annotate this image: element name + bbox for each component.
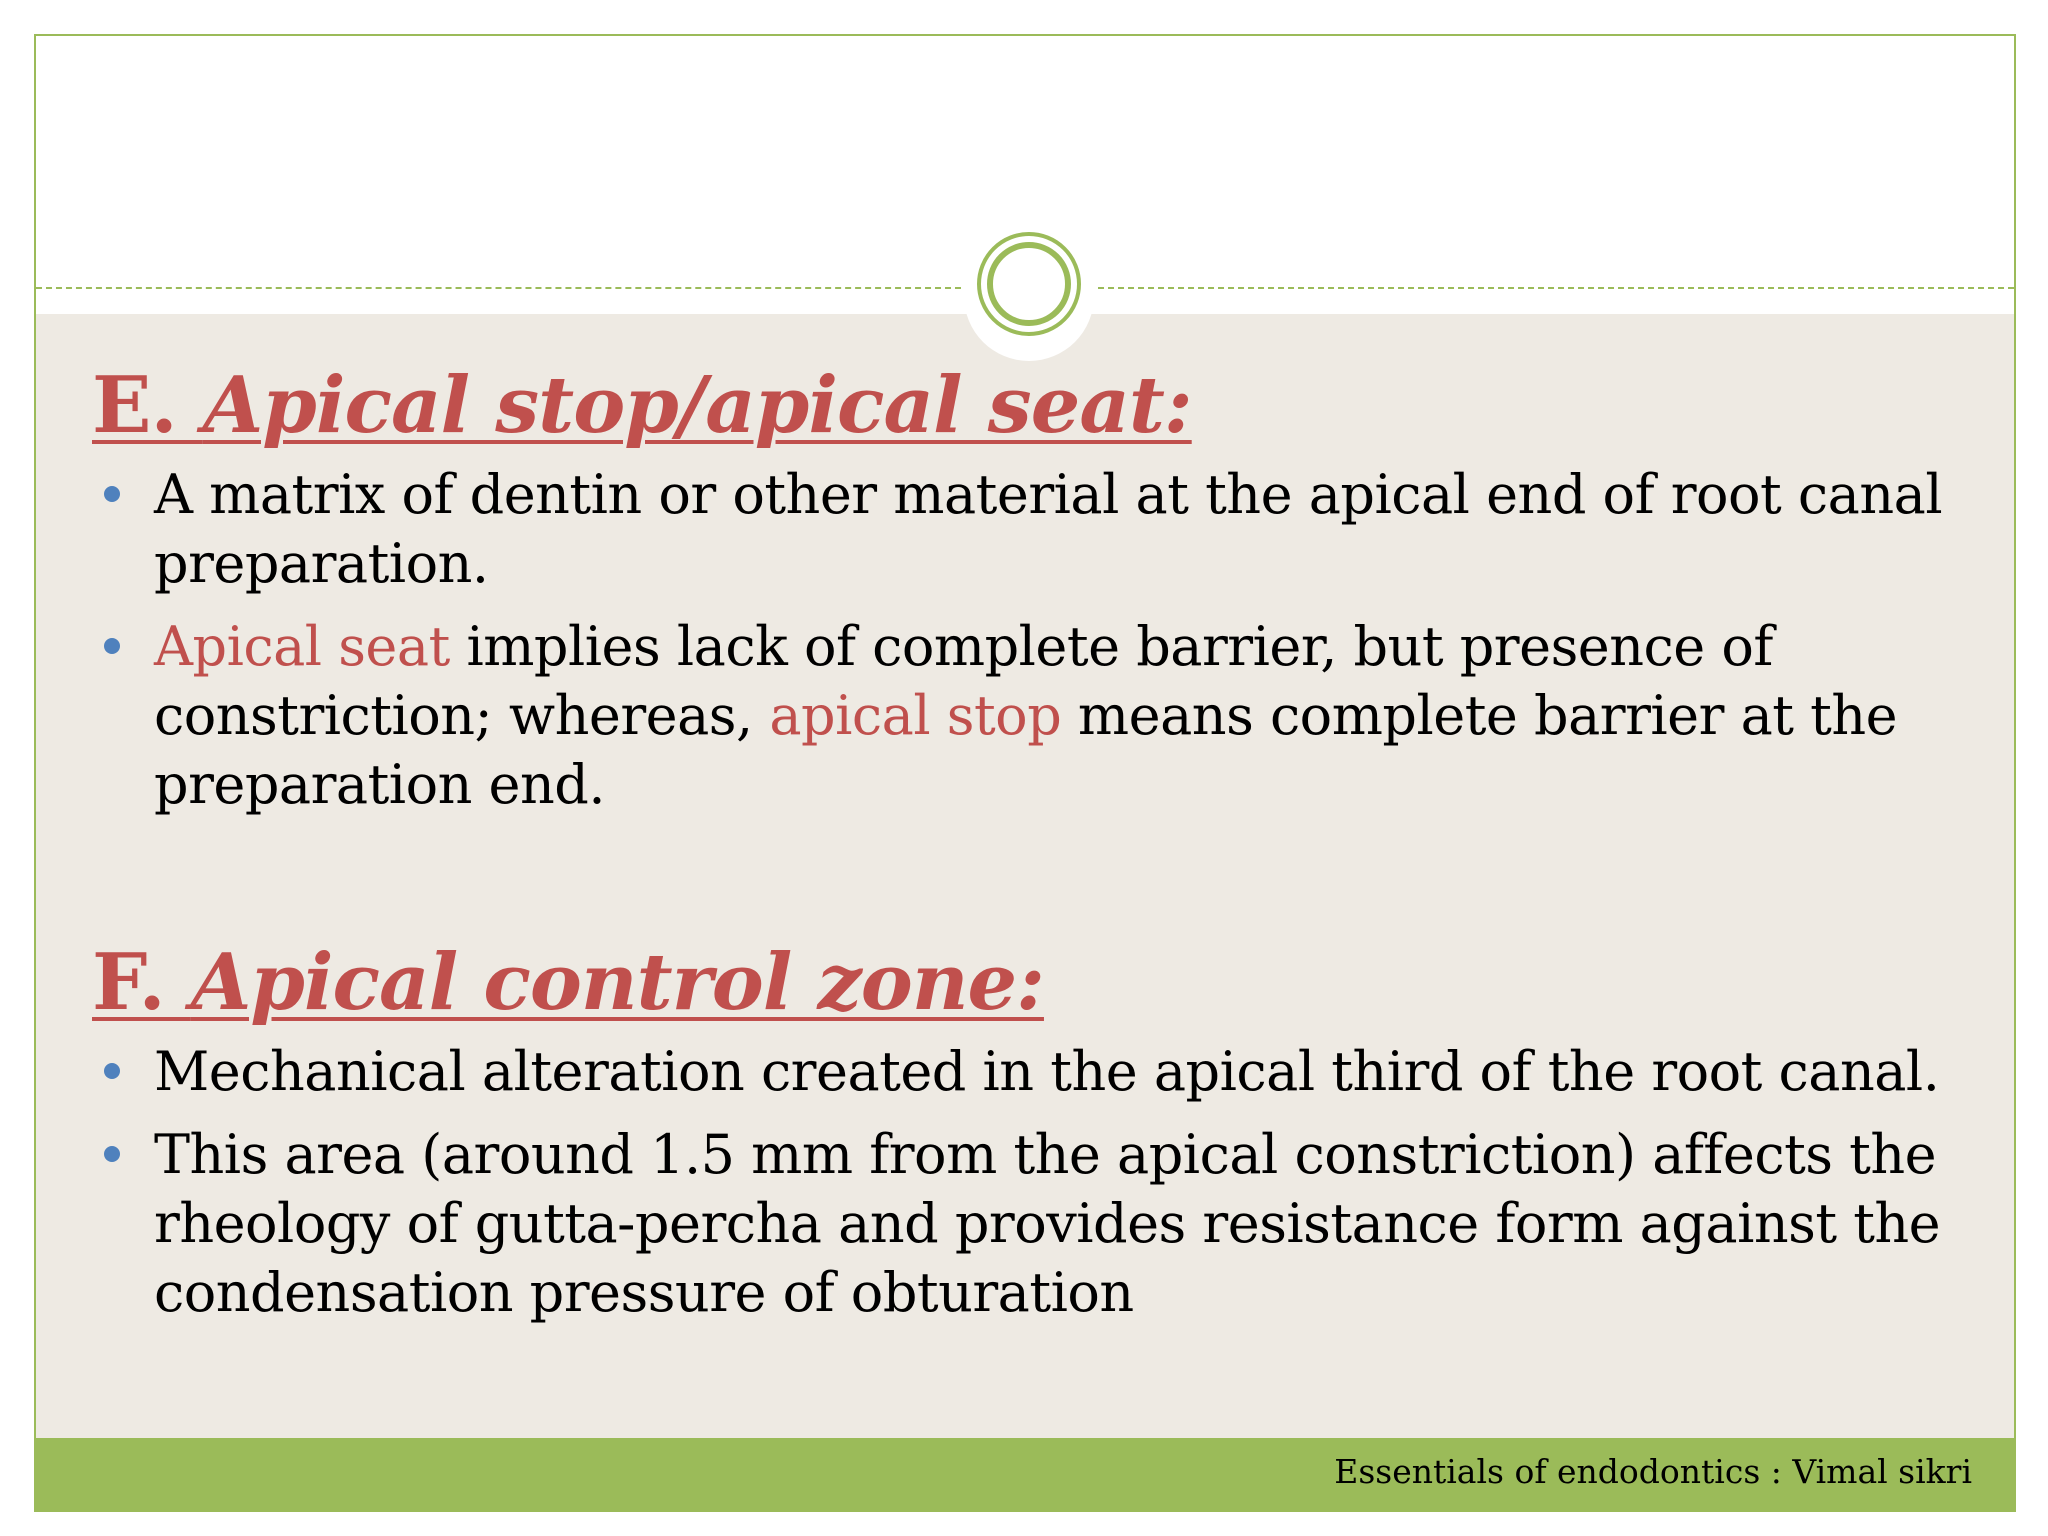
bullet-text: Mechanical alteration created in the apical third of the root canal. xyxy=(154,1040,1940,1103)
bullet-text: A matrix of dentin or other material at the apical end of root canal preparation. xyxy=(154,463,1943,595)
section-f-prefix: F. xyxy=(92,937,191,1028)
bullet-text: This area (around 1.5 mm from the apical constriction) affects the rheology of gutta-percha and provides resistance form against the condensation pressure of obturation xyxy=(154,1123,1941,1324)
bullet-dot-icon xyxy=(104,1063,120,1079)
bullet-text: means complete barrier at the preparation end. xyxy=(154,684,1898,816)
slide-content xyxy=(92,352,1952,1341)
bullet-dot-icon xyxy=(104,638,120,654)
section-e-heading xyxy=(92,352,1952,460)
dashed-divider-left xyxy=(36,287,961,289)
section-f-bullets xyxy=(92,1037,1952,1327)
section-e-prefix: E. xyxy=(92,360,203,451)
bullet-dot-icon xyxy=(104,1146,120,1162)
section-f-heading xyxy=(92,929,1952,1037)
footer-bar xyxy=(36,1438,2014,1510)
double-ring-inner-icon xyxy=(987,242,1071,326)
footer-credit: Essentials of endodontics : Vimal sikri xyxy=(1334,1452,1972,1491)
section-e-title: Apical stop/apical seat: xyxy=(202,360,1192,451)
bullet-dot-icon xyxy=(104,486,120,502)
highlighted-term: Apical seat xyxy=(154,615,450,678)
bullet-item xyxy=(92,612,1952,819)
dashed-divider-right xyxy=(1098,287,2014,289)
bullet-item xyxy=(92,1037,1952,1106)
section-e-bullets xyxy=(92,460,1952,819)
slide xyxy=(34,34,2016,1512)
bullet-item xyxy=(92,1120,1952,1327)
bullet-item xyxy=(92,460,1952,598)
highlighted-term: apical stop xyxy=(769,684,1062,747)
bullet-text: implies lack of complete barrier, but presence of constriction; whereas, xyxy=(154,615,1773,747)
section-spacer xyxy=(92,833,1952,929)
section-f-title: Apical control zone: xyxy=(190,937,1044,1028)
